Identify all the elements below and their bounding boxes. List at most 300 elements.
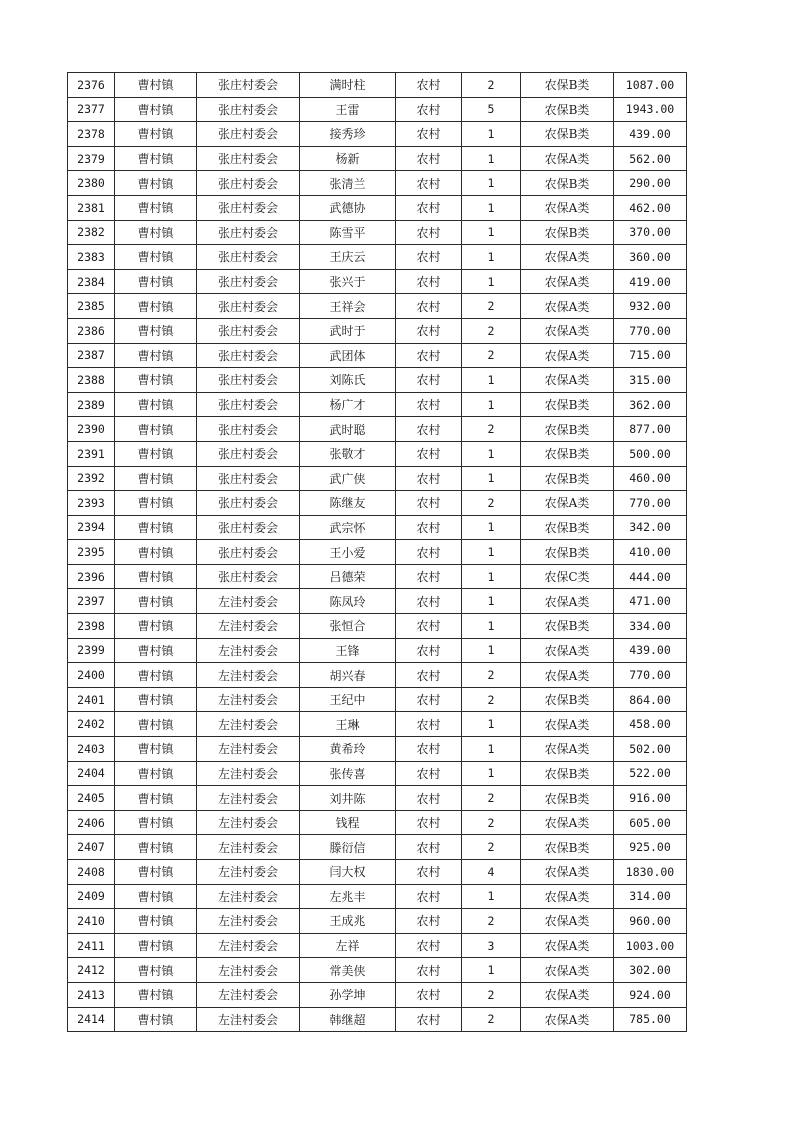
amount-cell: 960.00 <box>614 909 687 934</box>
insurance-category-cell: 农保B类 <box>521 122 614 147</box>
household-type-cell: 农村 <box>396 269 462 294</box>
insurance-category-cell: 农保B类 <box>521 417 614 442</box>
household-size-cell: 1 <box>462 269 521 294</box>
row-number-cell: 2405 <box>68 786 115 811</box>
amount-cell: 444.00 <box>614 564 687 589</box>
person-name-cell: 王小爱 <box>300 540 396 565</box>
person-name-cell: 张敬才 <box>300 441 396 466</box>
village-committee-cell: 张庄村委会 <box>197 515 300 540</box>
table-row <box>68 1007 687 1032</box>
person-name-cell: 张传喜 <box>300 761 396 786</box>
table-row <box>68 687 687 712</box>
household-size-cell: 2 <box>462 982 521 1007</box>
person-name-cell: 杨广才 <box>300 392 396 417</box>
amount-cell: 1943.00 <box>614 97 687 122</box>
household-size-cell: 2 <box>462 909 521 934</box>
town-cell: 曹村镇 <box>115 835 197 860</box>
town-cell: 曹村镇 <box>115 171 197 196</box>
table-row <box>68 540 687 565</box>
table-row <box>68 343 687 368</box>
person-name-cell: 武广侠 <box>300 466 396 491</box>
person-name-cell: 闫大权 <box>300 860 396 885</box>
insurance-category-cell: 农保A类 <box>521 810 614 835</box>
village-committee-cell: 左洼村委会 <box>197 860 300 885</box>
table-row <box>68 564 687 589</box>
amount-cell: 439.00 <box>614 122 687 147</box>
household-type-cell: 农村 <box>396 515 462 540</box>
town-cell: 曹村镇 <box>115 761 197 786</box>
village-committee-cell: 左洼村委会 <box>197 1007 300 1032</box>
village-committee-cell: 张庄村委会 <box>197 491 300 516</box>
table-row <box>68 171 687 196</box>
table-body <box>68 73 687 1032</box>
household-size-cell: 1 <box>462 761 521 786</box>
person-name-cell: 张兴于 <box>300 269 396 294</box>
household-size-cell: 1 <box>462 466 521 491</box>
table-row <box>68 835 687 860</box>
amount-cell: 500.00 <box>614 441 687 466</box>
village-committee-cell: 张庄村委会 <box>197 417 300 442</box>
household-type-cell: 农村 <box>396 860 462 885</box>
person-name-cell: 王雷 <box>300 97 396 122</box>
household-size-cell: 1 <box>462 195 521 220</box>
insurance-category-cell: 农保A类 <box>521 491 614 516</box>
village-committee-cell: 张庄村委会 <box>197 73 300 98</box>
amount-cell: 362.00 <box>614 392 687 417</box>
town-cell: 曹村镇 <box>115 638 197 663</box>
insurance-category-cell: 农保A类 <box>521 909 614 934</box>
household-type-cell: 农村 <box>396 73 462 98</box>
household-size-cell: 1 <box>462 712 521 737</box>
amount-cell: 924.00 <box>614 982 687 1007</box>
amount-cell: 1003.00 <box>614 933 687 958</box>
person-name-cell: 陈雪平 <box>300 220 396 245</box>
town-cell: 曹村镇 <box>115 441 197 466</box>
village-committee-cell: 张庄村委会 <box>197 441 300 466</box>
town-cell: 曹村镇 <box>115 73 197 98</box>
person-name-cell: 孙学坤 <box>300 982 396 1007</box>
household-size-cell: 1 <box>462 589 521 614</box>
town-cell: 曹村镇 <box>115 884 197 909</box>
row-number-cell: 2379 <box>68 146 115 171</box>
row-number-cell: 2413 <box>68 982 115 1007</box>
amount-cell: 471.00 <box>614 589 687 614</box>
village-committee-cell: 左洼村委会 <box>197 786 300 811</box>
household-size-cell: 1 <box>462 171 521 196</box>
household-size-cell: 2 <box>462 687 521 712</box>
insurance-category-cell: 农保A类 <box>521 589 614 614</box>
household-type-cell: 农村 <box>396 318 462 343</box>
amount-cell: 342.00 <box>614 515 687 540</box>
amount-cell: 770.00 <box>614 318 687 343</box>
row-number-cell: 2403 <box>68 737 115 762</box>
person-name-cell: 左兆丰 <box>300 884 396 909</box>
household-size-cell: 1 <box>462 884 521 909</box>
household-size-cell: 2 <box>462 835 521 860</box>
table-row <box>68 712 687 737</box>
town-cell: 曹村镇 <box>115 663 197 688</box>
person-name-cell: 王琳 <box>300 712 396 737</box>
household-type-cell: 农村 <box>396 220 462 245</box>
village-committee-cell: 左洼村委会 <box>197 933 300 958</box>
household-type-cell: 农村 <box>396 392 462 417</box>
row-number-cell: 2396 <box>68 564 115 589</box>
village-committee-cell: 左洼村委会 <box>197 835 300 860</box>
household-type-cell: 农村 <box>396 195 462 220</box>
person-name-cell: 王纪中 <box>300 687 396 712</box>
household-size-cell: 1 <box>462 737 521 762</box>
insurance-category-cell: 农保A类 <box>521 737 614 762</box>
insurance-category-cell: 农保A类 <box>521 368 614 393</box>
person-name-cell: 胡兴春 <box>300 663 396 688</box>
town-cell: 曹村镇 <box>115 1007 197 1032</box>
town-cell: 曹村镇 <box>115 220 197 245</box>
town-cell: 曹村镇 <box>115 540 197 565</box>
row-number-cell: 2388 <box>68 368 115 393</box>
row-number-cell: 2414 <box>68 1007 115 1032</box>
table-row <box>68 982 687 1007</box>
town-cell: 曹村镇 <box>115 860 197 885</box>
household-type-cell: 农村 <box>396 245 462 270</box>
household-size-cell: 4 <box>462 860 521 885</box>
row-number-cell: 2411 <box>68 933 115 958</box>
household-type-cell: 农村 <box>396 712 462 737</box>
amount-cell: 1830.00 <box>614 860 687 885</box>
town-cell: 曹村镇 <box>115 786 197 811</box>
village-committee-cell: 左洼村委会 <box>197 982 300 1007</box>
village-committee-cell: 张庄村委会 <box>197 220 300 245</box>
person-name-cell: 满时柱 <box>300 73 396 98</box>
row-number-cell: 2391 <box>68 441 115 466</box>
insurance-category-cell: 农保A类 <box>521 245 614 270</box>
table-row <box>68 466 687 491</box>
insurance-category-cell: 农保A类 <box>521 1007 614 1032</box>
village-committee-cell: 张庄村委会 <box>197 368 300 393</box>
table-row <box>68 269 687 294</box>
row-number-cell: 2412 <box>68 958 115 983</box>
insurance-category-cell: 农保B类 <box>521 97 614 122</box>
town-cell: 曹村镇 <box>115 368 197 393</box>
insurance-category-cell: 农保B类 <box>521 466 614 491</box>
table-row <box>68 294 687 319</box>
household-size-cell: 2 <box>462 294 521 319</box>
person-name-cell: 王锋 <box>300 638 396 663</box>
amount-cell: 462.00 <box>614 195 687 220</box>
household-size-cell: 1 <box>462 564 521 589</box>
person-name-cell: 刘井陈 <box>300 786 396 811</box>
row-number-cell: 2377 <box>68 97 115 122</box>
household-type-cell: 农村 <box>396 122 462 147</box>
household-size-cell: 1 <box>462 441 521 466</box>
town-cell: 曹村镇 <box>115 343 197 368</box>
insurance-category-cell: 农保B类 <box>521 540 614 565</box>
town-cell: 曹村镇 <box>115 515 197 540</box>
village-committee-cell: 张庄村委会 <box>197 540 300 565</box>
insurance-category-cell: 农保A类 <box>521 318 614 343</box>
household-type-cell: 农村 <box>396 294 462 319</box>
village-committee-cell: 张庄村委会 <box>197 392 300 417</box>
amount-cell: 302.00 <box>614 958 687 983</box>
town-cell: 曹村镇 <box>115 909 197 934</box>
amount-cell: 419.00 <box>614 269 687 294</box>
table-row <box>68 614 687 639</box>
town-cell: 曹村镇 <box>115 614 197 639</box>
row-number-cell: 2409 <box>68 884 115 909</box>
table-row <box>68 318 687 343</box>
insurance-category-cell: 农保B类 <box>521 761 614 786</box>
household-size-cell: 1 <box>462 614 521 639</box>
person-name-cell: 武时聪 <box>300 417 396 442</box>
household-type-cell: 农村 <box>396 441 462 466</box>
amount-cell: 314.00 <box>614 884 687 909</box>
household-size-cell: 1 <box>462 146 521 171</box>
village-committee-cell: 左洼村委会 <box>197 687 300 712</box>
row-number-cell: 2401 <box>68 687 115 712</box>
table-row <box>68 392 687 417</box>
village-committee-cell: 左洼村委会 <box>197 884 300 909</box>
insurance-category-cell: 农保A类 <box>521 933 614 958</box>
household-size-cell: 2 <box>462 417 521 442</box>
household-type-cell: 农村 <box>396 97 462 122</box>
table-row <box>68 245 687 270</box>
person-name-cell: 左祥 <box>300 933 396 958</box>
amount-cell: 605.00 <box>614 810 687 835</box>
row-number-cell: 2389 <box>68 392 115 417</box>
table-row <box>68 195 687 220</box>
amount-cell: 502.00 <box>614 737 687 762</box>
row-number-cell: 2410 <box>68 909 115 934</box>
person-name-cell: 常美侠 <box>300 958 396 983</box>
household-type-cell: 农村 <box>396 417 462 442</box>
town-cell: 曹村镇 <box>115 417 197 442</box>
town-cell: 曹村镇 <box>115 712 197 737</box>
amount-cell: 785.00 <box>614 1007 687 1032</box>
village-committee-cell: 张庄村委会 <box>197 171 300 196</box>
table-row <box>68 909 687 934</box>
town-cell: 曹村镇 <box>115 491 197 516</box>
row-number-cell: 2394 <box>68 515 115 540</box>
household-type-cell: 农村 <box>396 1007 462 1032</box>
insurance-category-cell: 农保B类 <box>521 73 614 98</box>
insurance-category-cell: 农保A类 <box>521 958 614 983</box>
person-name-cell: 王庆云 <box>300 245 396 270</box>
insurance-category-cell: 农保A类 <box>521 638 614 663</box>
insurance-category-cell: 农保A类 <box>521 663 614 688</box>
household-size-cell: 1 <box>462 122 521 147</box>
insurance-category-cell: 农保B类 <box>521 441 614 466</box>
person-name-cell: 接秀珍 <box>300 122 396 147</box>
village-committee-cell: 张庄村委会 <box>197 122 300 147</box>
household-size-cell: 1 <box>462 245 521 270</box>
household-type-cell: 农村 <box>396 146 462 171</box>
town-cell: 曹村镇 <box>115 687 197 712</box>
person-name-cell: 王成兆 <box>300 909 396 934</box>
household-type-cell: 农村 <box>396 614 462 639</box>
person-name-cell: 武时于 <box>300 318 396 343</box>
person-name-cell: 张清兰 <box>300 171 396 196</box>
person-name-cell: 刘陈氏 <box>300 368 396 393</box>
insurance-category-cell: 农保B类 <box>521 515 614 540</box>
row-number-cell: 2395 <box>68 540 115 565</box>
household-size-cell: 2 <box>462 73 521 98</box>
household-size-cell: 3 <box>462 933 521 958</box>
table-row <box>68 884 687 909</box>
row-number-cell: 2393 <box>68 491 115 516</box>
town-cell: 曹村镇 <box>115 122 197 147</box>
table-row <box>68 146 687 171</box>
amount-cell: 932.00 <box>614 294 687 319</box>
household-type-cell: 农村 <box>396 761 462 786</box>
row-number-cell: 2384 <box>68 269 115 294</box>
town-cell: 曹村镇 <box>115 97 197 122</box>
village-committee-cell: 张庄村委会 <box>197 294 300 319</box>
village-committee-cell: 张庄村委会 <box>197 146 300 171</box>
insurance-category-cell: 农保B类 <box>521 220 614 245</box>
row-number-cell: 2399 <box>68 638 115 663</box>
village-committee-cell: 左洼村委会 <box>197 614 300 639</box>
household-type-cell: 农村 <box>396 564 462 589</box>
household-type-cell: 农村 <box>396 687 462 712</box>
insurance-category-cell: 农保A类 <box>521 343 614 368</box>
village-committee-cell: 左洼村委会 <box>197 663 300 688</box>
amount-cell: 315.00 <box>614 368 687 393</box>
amount-cell: 334.00 <box>614 614 687 639</box>
amount-cell: 410.00 <box>614 540 687 565</box>
household-size-cell: 1 <box>462 368 521 393</box>
person-name-cell: 杨新 <box>300 146 396 171</box>
town-cell: 曹村镇 <box>115 958 197 983</box>
amount-cell: 715.00 <box>614 343 687 368</box>
row-number-cell: 2404 <box>68 761 115 786</box>
town-cell: 曹村镇 <box>115 195 197 220</box>
row-number-cell: 2402 <box>68 712 115 737</box>
row-number-cell: 2378 <box>68 122 115 147</box>
village-committee-cell: 左洼村委会 <box>197 761 300 786</box>
household-size-cell: 2 <box>462 491 521 516</box>
row-number-cell: 2397 <box>68 589 115 614</box>
row-number-cell: 2398 <box>68 614 115 639</box>
table-row <box>68 958 687 983</box>
household-size-cell: 1 <box>462 638 521 663</box>
town-cell: 曹村镇 <box>115 564 197 589</box>
household-type-cell: 农村 <box>396 810 462 835</box>
village-committee-cell: 左洼村委会 <box>197 712 300 737</box>
amount-cell: 877.00 <box>614 417 687 442</box>
person-name-cell: 武团体 <box>300 343 396 368</box>
village-committee-cell: 左洼村委会 <box>197 810 300 835</box>
person-name-cell: 陈凤玲 <box>300 589 396 614</box>
household-type-cell: 农村 <box>396 663 462 688</box>
row-number-cell: 2408 <box>68 860 115 885</box>
insurance-category-cell: 农保A类 <box>521 712 614 737</box>
household-size-cell: 2 <box>462 663 521 688</box>
household-size-cell: 5 <box>462 97 521 122</box>
household-type-cell: 农村 <box>396 491 462 516</box>
table-row <box>68 491 687 516</box>
household-size-cell: 2 <box>462 786 521 811</box>
row-number-cell: 2400 <box>68 663 115 688</box>
household-type-cell: 农村 <box>396 589 462 614</box>
row-number-cell: 2407 <box>68 835 115 860</box>
amount-cell: 1087.00 <box>614 73 687 98</box>
table-row <box>68 220 687 245</box>
row-number-cell: 2406 <box>68 810 115 835</box>
amount-cell: 458.00 <box>614 712 687 737</box>
amount-cell: 864.00 <box>614 687 687 712</box>
household-type-cell: 农村 <box>396 540 462 565</box>
person-name-cell: 张恒合 <box>300 614 396 639</box>
household-type-cell: 农村 <box>396 835 462 860</box>
table-row <box>68 122 687 147</box>
table-row <box>68 589 687 614</box>
household-type-cell: 农村 <box>396 343 462 368</box>
person-name-cell: 滕衍信 <box>300 835 396 860</box>
town-cell: 曹村镇 <box>115 589 197 614</box>
amount-cell: 916.00 <box>614 786 687 811</box>
amount-cell: 460.00 <box>614 466 687 491</box>
row-number-cell: 2392 <box>68 466 115 491</box>
table-row <box>68 786 687 811</box>
row-number-cell: 2386 <box>68 318 115 343</box>
row-number-cell: 2383 <box>68 245 115 270</box>
insurance-category-cell: 农保B类 <box>521 786 614 811</box>
village-committee-cell: 张庄村委会 <box>197 195 300 220</box>
household-size-cell: 2 <box>462 810 521 835</box>
household-type-cell: 农村 <box>396 786 462 811</box>
table-row <box>68 663 687 688</box>
table-row <box>68 97 687 122</box>
person-name-cell: 陈继友 <box>300 491 396 516</box>
household-size-cell: 1 <box>462 540 521 565</box>
village-committee-cell: 张庄村委会 <box>197 269 300 294</box>
insurance-category-cell: 农保A类 <box>521 146 614 171</box>
row-number-cell: 2385 <box>68 294 115 319</box>
town-cell: 曹村镇 <box>115 146 197 171</box>
household-size-cell: 2 <box>462 318 521 343</box>
amount-cell: 770.00 <box>614 491 687 516</box>
household-type-cell: 农村 <box>396 884 462 909</box>
town-cell: 曹村镇 <box>115 245 197 270</box>
amount-cell: 522.00 <box>614 761 687 786</box>
village-committee-cell: 张庄村委会 <box>197 318 300 343</box>
row-number-cell: 2390 <box>68 417 115 442</box>
household-type-cell: 农村 <box>396 368 462 393</box>
household-size-cell: 1 <box>462 220 521 245</box>
town-cell: 曹村镇 <box>115 392 197 417</box>
household-type-cell: 农村 <box>396 933 462 958</box>
insurance-category-cell: 农保B类 <box>521 171 614 196</box>
amount-cell: 370.00 <box>614 220 687 245</box>
town-cell: 曹村镇 <box>115 810 197 835</box>
table-row <box>68 515 687 540</box>
data-table <box>67 72 687 1032</box>
amount-cell: 439.00 <box>614 638 687 663</box>
insurance-category-cell: 农保A类 <box>521 860 614 885</box>
row-number-cell: 2376 <box>68 73 115 98</box>
village-committee-cell: 张庄村委会 <box>197 343 300 368</box>
amount-cell: 770.00 <box>614 663 687 688</box>
insurance-category-cell: 农保C类 <box>521 564 614 589</box>
household-size-cell: 2 <box>462 343 521 368</box>
town-cell: 曹村镇 <box>115 294 197 319</box>
household-size-cell: 2 <box>462 1007 521 1032</box>
amount-cell: 562.00 <box>614 146 687 171</box>
table-row <box>68 417 687 442</box>
household-type-cell: 农村 <box>396 737 462 762</box>
village-committee-cell: 张庄村委会 <box>197 564 300 589</box>
household-size-cell: 1 <box>462 392 521 417</box>
person-name-cell: 黄希玲 <box>300 737 396 762</box>
